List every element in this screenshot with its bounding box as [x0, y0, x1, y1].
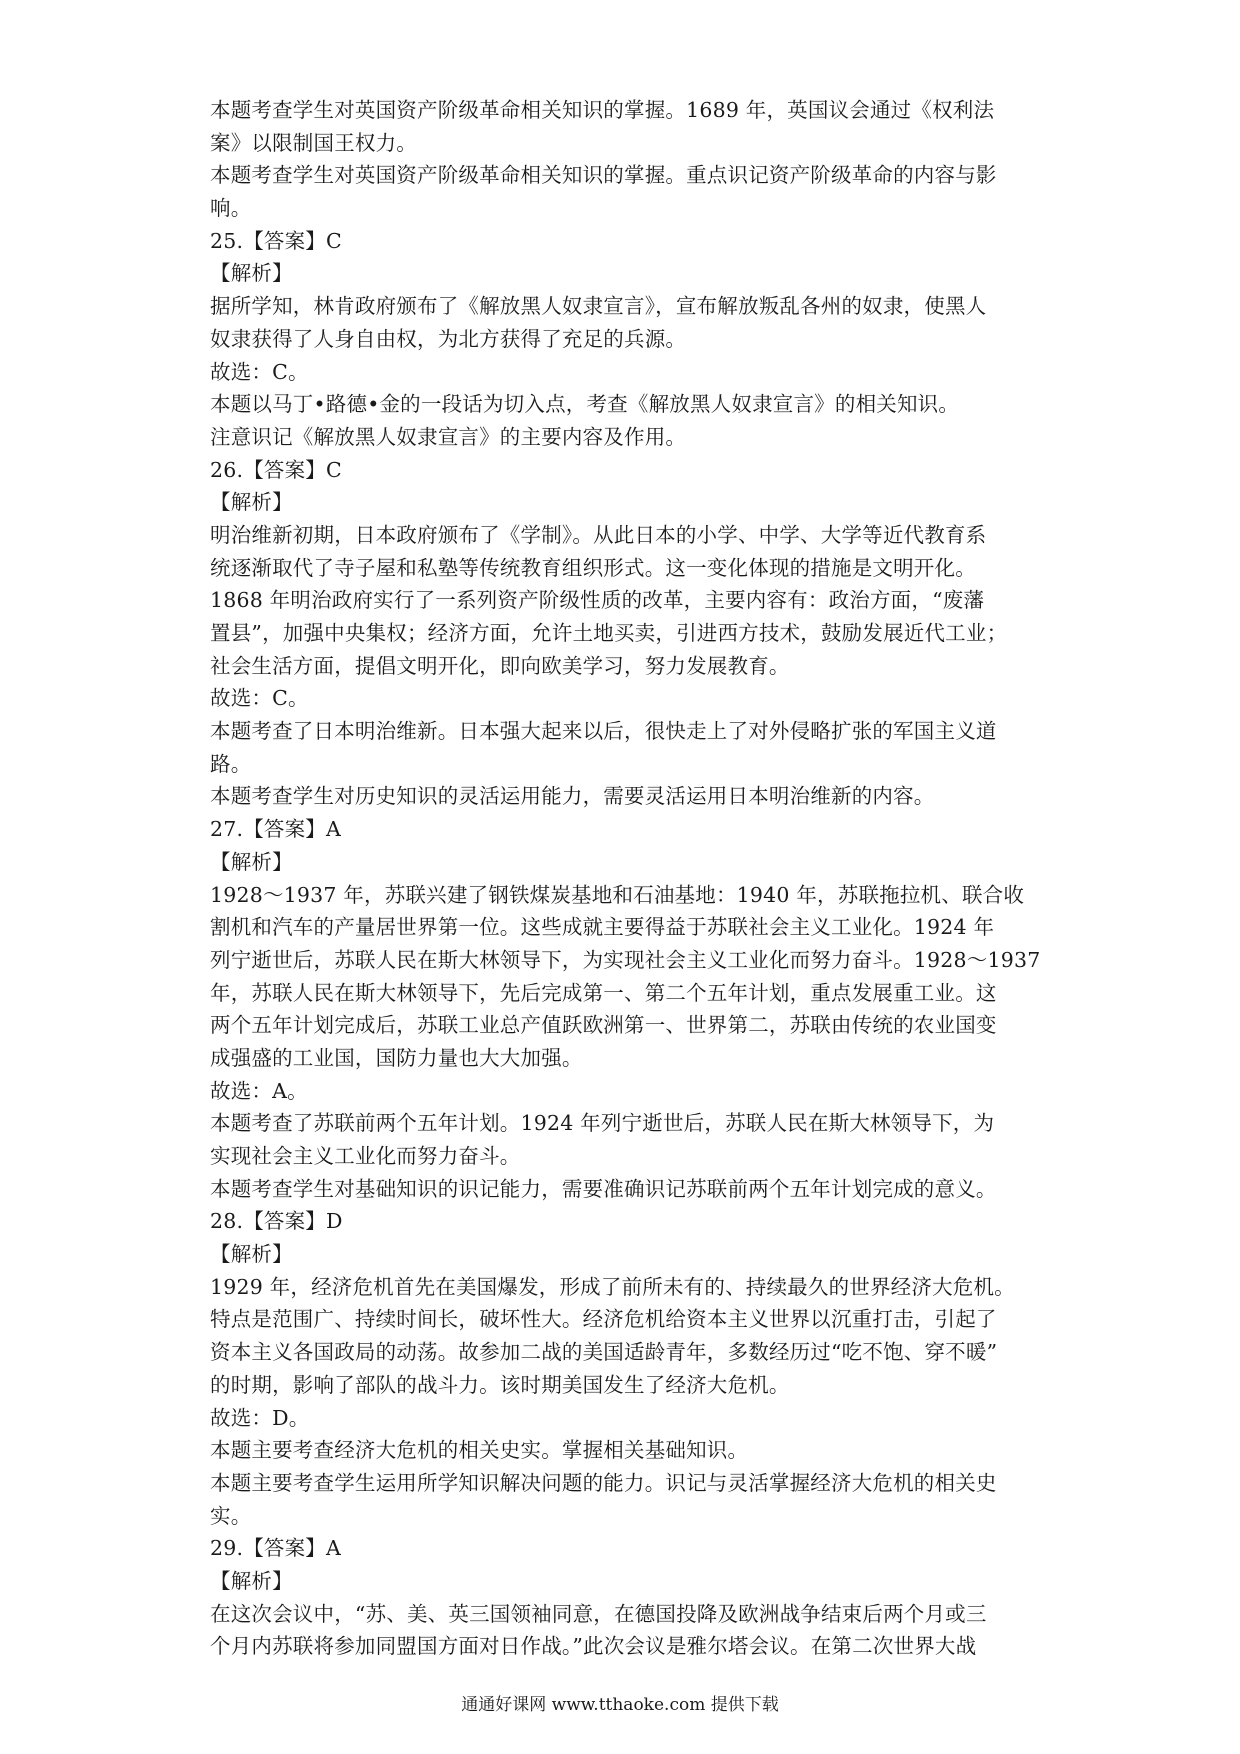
text-line: 【解析】	[210, 1242, 293, 1267]
text-line: 1929 年，经济危机首先在美国爆发，形成了前所未有的、持续最久的世界经济大危机。	[210, 1274, 1015, 1299]
text-line: 29.【答案】A	[210, 1536, 342, 1561]
text-line: 故选：A。	[210, 1078, 308, 1103]
text-line: 本题考查学生对基础知识的识记能力，需要准确识记苏联前两个五年计划完成的意义。	[210, 1176, 997, 1201]
text-line: 25.【答案】C	[210, 228, 342, 253]
text-line: 28.【答案】D	[210, 1209, 343, 1234]
text-line: 明治维新初期，日本政府颁布了《学制》。从此日本的小学、中学、大学等近代教育系	[210, 522, 987, 547]
text-line: 本题主要考查学生运用所学知识解决问题的能力。识记与灵活掌握经济大危机的相关史	[210, 1470, 997, 1495]
text-line: 故选：C。	[210, 359, 309, 384]
text-line: 奴隶获得了人身自由权，为北方获得了充足的兵源。	[210, 326, 687, 351]
text-line: 故选：D。	[210, 1405, 310, 1430]
text-line: 置县”，加强中央集权；经济方面，允许土地买卖，引进西方技术，鼓励发展近代工业；	[210, 621, 1008, 645]
text-line: 在这次会议中，“苏、美、英三国领袖同意，在德国投降及欧洲战争结束后两个月或三	[210, 1601, 987, 1626]
text-line: 27.【答案】A	[210, 817, 342, 842]
text-line: 个月内苏联将参加同盟国方面对日作战。”此次会议是雅尔塔会议。在第二次世界大战	[210, 1634, 977, 1659]
text-line: 的时期，影响了部队的战斗力。该时期美国发生了经济大危机。	[210, 1372, 790, 1397]
text-line: 路。	[210, 751, 252, 776]
text-line: 本题以马丁•路德•金的一段话为切入点，考查《解放黑人奴隶宣言》的相关知识。	[210, 392, 960, 417]
text-line: 本题考查了日本明治维新。日本强大起来以后，很快走上了对外侵略扩张的军国主义道	[210, 719, 997, 744]
text-line: 年，苏联人民在斯大林领导下，先后完成第一、第二个五年计划，重点发展重工业。这	[210, 980, 997, 1005]
text-line: 本题考查学生对英国资产阶级革命相关知识的掌握。1689 年，英国议会通过《权利法	[210, 98, 995, 122]
text-line: 【解析】	[210, 849, 293, 874]
text-line: 本题考查了苏联前两个五年计划。1924 年列宁逝世后，苏联人民在斯大林领导下，为	[210, 1111, 995, 1136]
text-line: 据所学知，林肯政府颁布了《解放黑人奴隶宣言》，宣布解放叛乱各州的奴隶，使黑人	[210, 294, 987, 319]
text-line: 列宁逝世后，苏联人民在斯大林领导下，为实现社会主义工业化而努力奋斗。1928～1937	[210, 947, 1041, 972]
text-line: 1928～1937 年，苏联兴建了钢铁煤炭基地和石油基地：1940 年，苏联拖拉机、联合收	[210, 882, 1025, 907]
text-line: 案》以限制国王权力。	[210, 130, 417, 155]
text-line: 注意识记《解放黑人奴隶宣言》的主要内容及作用。	[210, 424, 687, 449]
text-line: 成强盛的工业国，国防力量也大大加强。	[210, 1045, 583, 1070]
text-line: 【解析】	[210, 1568, 293, 1593]
text-line: 本题考查学生对英国资产阶级革命相关知识的掌握。重点识记资产阶级革命的内容与影	[210, 163, 997, 188]
text-line: 实现社会主义工业化而努力奋斗。	[210, 1144, 521, 1168]
text-line: 资本主义各国政局的动荡。故参加二战的美国适龄青年，多数经历过“吃不饱、穿不暖”	[210, 1340, 998, 1365]
text-line: 统逐渐取代了寺子屋和私塾等传统教育组织形式。这一变化体现的措施是文明开化。	[210, 555, 976, 580]
text-line: 26.【答案】C	[210, 457, 342, 482]
text-line: 社会生活方面，提倡文明开化，即向欧美学习，努力发展教育。	[210, 653, 790, 678]
document-body	[210, 94, 1050, 1663]
text-line: 本题考查学生对历史知识的灵活运用能力，需要灵活运用日本明治维新的内容。	[210, 784, 935, 809]
text-line: 本题主要考查经济大危机的相关史实。掌握相关基础知识。	[210, 1438, 749, 1463]
text-line: 割机和汽车的产量居世界第一位。这些成就主要得益于苏联社会主义工业化。1924 年	[210, 915, 995, 940]
text-line: 特点是范围广、持续时间长，破坏性大。经济危机给资本主义世界以沉重打击，引起了	[210, 1307, 997, 1332]
text-line: 1868 年明治政府实行了一系列资产阶级性质的改革，主要内容有：政治方面，“废藩	[210, 588, 985, 613]
page-footer: 通通好课网 www.tthaoke.com 提供下载	[461, 1695, 779, 1715]
text-line: 响。	[210, 196, 252, 221]
text-line: 故选：C。	[210, 686, 309, 711]
text-line: 两个五年计划完成后，苏联工业总产值跃欧洲第一、世界第二，苏联由传统的农业国变	[210, 1013, 997, 1038]
text-line: 实。	[210, 1503, 252, 1528]
text-line: 【解析】	[210, 490, 293, 515]
text-line: 【解析】	[210, 261, 293, 286]
